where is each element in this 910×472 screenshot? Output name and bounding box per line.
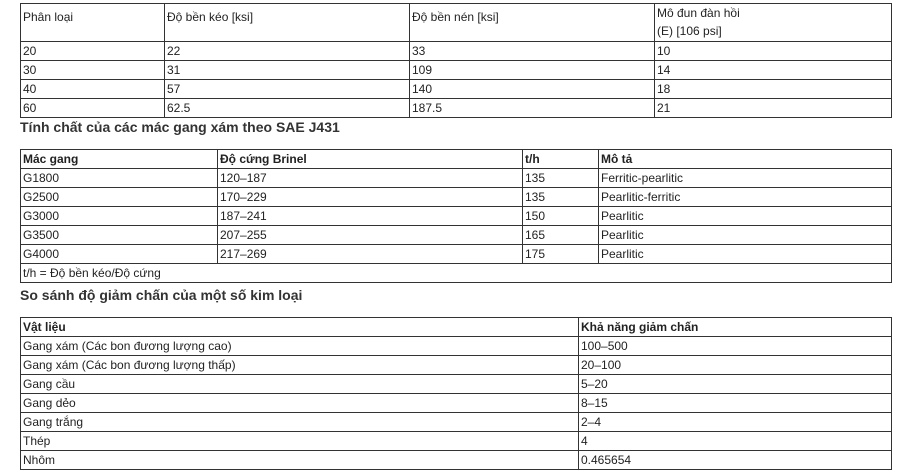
section-title: So sánh độ giảm chấn của một số kim loại [20, 287, 303, 303]
table-cell: Gang dẻo [21, 394, 579, 413]
table-cell: 5–20 [579, 375, 892, 394]
table-header-row [21, 4, 892, 42]
table-cell: 33 [410, 42, 655, 61]
table-header-row [21, 318, 892, 337]
table-cell: 175 [523, 245, 599, 264]
header-cell: Vật liệu [21, 318, 579, 337]
header-cell [655, 4, 892, 42]
header-cell-line: Mô đun đàn hồi [657, 6, 740, 20]
table-cell: 120–187 [218, 169, 523, 188]
table-row [21, 245, 892, 264]
table-cell: 135 [523, 169, 599, 188]
table-row [21, 61, 892, 80]
table-row [21, 99, 892, 118]
table-row [21, 394, 892, 413]
table-row [21, 413, 892, 432]
table-cell: 22 [165, 42, 410, 61]
table-cell: 10 [655, 42, 892, 61]
table-cell: 62.5 [165, 99, 410, 118]
table-cell: 8–15 [579, 394, 892, 413]
section-title: Tính chất của các mác gang xám theo SAE J431 [20, 119, 340, 135]
header-cell: Khả năng giảm chấn [579, 318, 892, 337]
table-cell: Thép [21, 432, 579, 451]
table-row [21, 226, 892, 245]
table-cell: 0.465654 [579, 451, 892, 470]
gray-iron-grades-table [20, 149, 892, 283]
table-cell: 100–500 [579, 337, 892, 356]
table-cell: 60 [21, 99, 165, 118]
table-row [21, 80, 892, 99]
table-cell: Nhôm [21, 451, 579, 470]
table-cell: 31 [165, 61, 410, 80]
table-cell: G1800 [21, 169, 218, 188]
table-cell: G2500 [21, 188, 218, 207]
header-cell: Mô tả [599, 150, 892, 169]
table-cell: Pearlitic [599, 245, 892, 264]
table-row [21, 375, 892, 394]
table-cell: Pearlitic-ferritic [599, 188, 892, 207]
table-cell: 20 [21, 42, 165, 61]
table-cell: 109 [410, 61, 655, 80]
table-cell: 140 [410, 80, 655, 99]
header-cell: Độ bền kéo [ksi] [165, 4, 410, 42]
table-cell: 20–100 [579, 356, 892, 375]
table-row [21, 356, 892, 375]
table-cell: Gang xám (Các bon đương lượng thấp) [21, 356, 579, 375]
table-cell: 14 [655, 61, 892, 80]
strength-table [20, 3, 892, 118]
table-cell: 18 [655, 80, 892, 99]
damping-comparison-table [20, 317, 892, 470]
table-cell: 135 [523, 188, 599, 207]
table-row [21, 188, 892, 207]
table-cell: 2–4 [579, 413, 892, 432]
table-cell: 165 [523, 226, 599, 245]
header-cell: Mác gang [21, 150, 218, 169]
table-cell: Pearlitic [599, 226, 892, 245]
table-cell: G4000 [21, 245, 218, 264]
table-cell: 187–241 [218, 207, 523, 226]
table-cell: Gang trắng [21, 413, 579, 432]
header-cell: Phân loại [21, 4, 165, 42]
table-cell: 4 [579, 432, 892, 451]
table-row [21, 432, 892, 451]
header-cell: t/h [523, 150, 599, 169]
header-cell-line: (E) [106 psi] [657, 24, 722, 38]
header-cell: Độ cứng Brinel [218, 150, 523, 169]
table-cell: 187.5 [410, 99, 655, 118]
table-cell: 40 [21, 80, 165, 99]
table-row [21, 207, 892, 226]
table-cell: 207–255 [218, 226, 523, 245]
table-cell: G3500 [21, 226, 218, 245]
table-row [21, 42, 892, 61]
table-cell: Pearlitic [599, 207, 892, 226]
table-note-row [21, 264, 892, 283]
table-note: t/h = Độ bền kéo/Độ cứng [21, 264, 892, 283]
table-cell: 217–269 [218, 245, 523, 264]
table-cell: 21 [655, 99, 892, 118]
table-cell: 57 [165, 80, 410, 99]
table-row [21, 337, 892, 356]
table-header-row [21, 150, 892, 169]
header-cell: Độ bền nén [ksi] [410, 4, 655, 42]
table-cell: 170–229 [218, 188, 523, 207]
table-row [21, 169, 892, 188]
table-cell: Ferritic-pearlitic [599, 169, 892, 188]
table-row [21, 451, 892, 470]
table-cell: G3000 [21, 207, 218, 226]
table-cell: 30 [21, 61, 165, 80]
table-cell: 150 [523, 207, 599, 226]
table-cell: Gang xám (Các bon đương lượng cao) [21, 337, 579, 356]
table-cell: Gang cầu [21, 375, 579, 394]
